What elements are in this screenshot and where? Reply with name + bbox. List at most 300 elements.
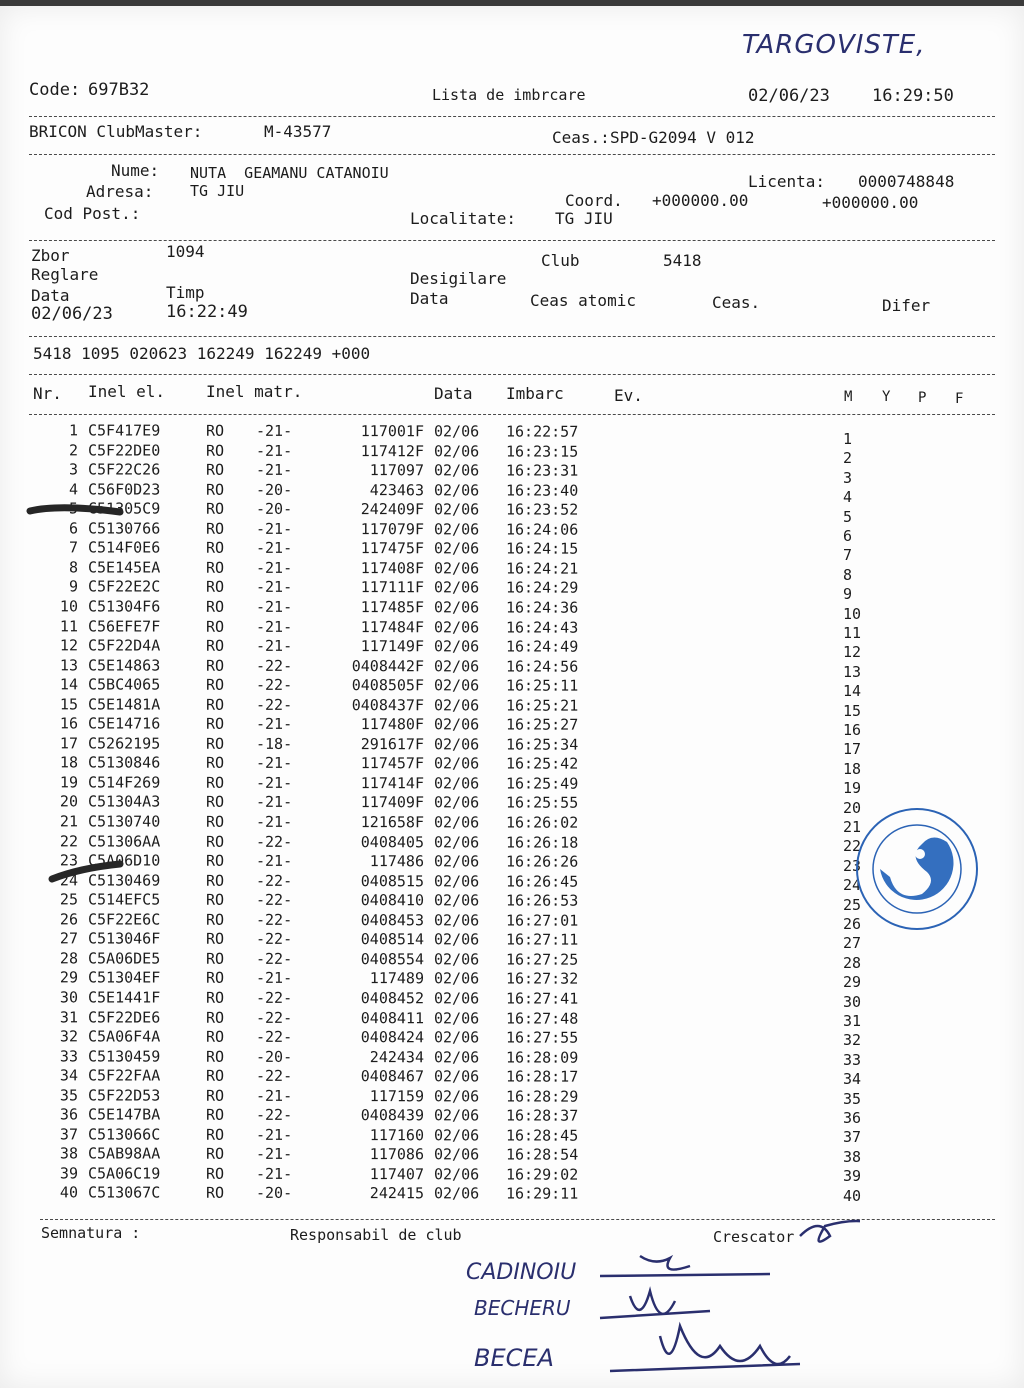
cell-m: 27 — [843, 934, 862, 953]
cell-yr: -22- — [255, 832, 293, 851]
cell-matr: 117408F — [360, 558, 425, 578]
cell-date: 02/06 — [433, 637, 480, 656]
signature — [610, 1326, 800, 1371]
cell-time: 16:25:11 — [505, 676, 579, 695]
cell-yr: -21- — [255, 421, 293, 440]
cell-date: 02/06 — [433, 852, 480, 871]
col-inel-matr: Inel matr. — [206, 382, 303, 401]
cell-el: C5130469 — [87, 871, 161, 890]
cell-cc: RO — [205, 519, 225, 538]
cell-date: 02/06 — [433, 1126, 480, 1145]
cell-m: 10 — [843, 604, 862, 623]
cell-nr: 25 — [59, 890, 79, 909]
cell-m: 22 — [843, 837, 862, 856]
cell-nr: 1 — [68, 421, 79, 440]
cell-nr: 40 — [59, 1183, 79, 1202]
cell-time: 16:25:27 — [505, 715, 579, 734]
cell-yr: -22- — [255, 675, 293, 695]
cell-nr: 18 — [59, 753, 79, 772]
cell-nr: 17 — [59, 734, 79, 753]
cell-date: 02/06 — [433, 1184, 480, 1203]
cell-date: 02/06 — [433, 813, 480, 832]
data2-label: Data — [410, 289, 449, 308]
cell-nr: 28 — [59, 949, 79, 968]
cell-time: 16:27:41 — [505, 989, 579, 1008]
cell-m: 19 — [843, 779, 862, 798]
cell-yr: -22- — [255, 1106, 293, 1125]
cell-cc: RO — [205, 812, 225, 831]
cell-el: C5E14716 — [87, 714, 161, 733]
cell-nr: 11 — [59, 616, 79, 635]
cell-el: C5E145EA — [87, 558, 161, 577]
semnatura-label: Semnatura : — [41, 1224, 141, 1242]
cell-matr: 117086 — [369, 1145, 425, 1164]
col-ev: Ev. — [614, 386, 643, 405]
cell-m: 18 — [843, 759, 862, 778]
cell-date: 02/06 — [433, 871, 480, 891]
cell-matr: 291617F — [360, 734, 425, 754]
cell-date: 02/06 — [433, 461, 480, 480]
cell-cc: RO — [205, 1105, 225, 1124]
cell-m: 34 — [843, 1070, 862, 1089]
cell-cc: RO — [205, 1066, 225, 1085]
cell-matr: 0408439 — [360, 1106, 425, 1125]
cell-el: C5F22DE0 — [87, 440, 161, 460]
cell-nr: 20 — [59, 792, 79, 811]
cell-nr: 6 — [68, 519, 79, 538]
cell-m: 37 — [843, 1128, 862, 1147]
cell-date: 02/06 — [433, 539, 480, 558]
cell-date: 02/06 — [433, 969, 480, 988]
cell-time: 16:23:15 — [505, 442, 579, 461]
cell-m: 13 — [843, 662, 862, 681]
club-label: Club — [541, 251, 580, 270]
desigilare-label: Desigilare — [410, 269, 507, 288]
cell-time: 16:24:36 — [505, 598, 579, 617]
cell-cc: RO — [205, 617, 225, 636]
cell-time: 16:25:49 — [505, 774, 579, 793]
cell-date: 02/06 — [433, 578, 480, 597]
cell-el: C513067C — [87, 1183, 161, 1203]
cell-m: 25 — [843, 895, 862, 914]
cell-el: C5A06DE5 — [87, 949, 161, 968]
cell-matr: 0408467 — [360, 1067, 425, 1086]
marker-strokes — [0, 6, 1024, 1388]
cell-time: 16:25:21 — [505, 696, 579, 715]
address-label: Adresa: — [86, 182, 154, 201]
code-label: Code: — [29, 80, 81, 100]
cell-matr: 0408515 — [360, 871, 425, 890]
cell-matr: 117489 — [369, 969, 425, 988]
cell-nr: 35 — [59, 1086, 79, 1105]
handwritten-name: CADINOIU — [466, 1260, 577, 1285]
cell-matr: 117485F — [360, 598, 425, 617]
marker-stroke — [30, 508, 120, 512]
cell-el: C51304EF — [87, 968, 161, 987]
cell-cc: RO — [205, 793, 225, 812]
cell-m: 40 — [843, 1186, 862, 1205]
cell-m: 7 — [843, 546, 853, 565]
cell-yr: -22- — [255, 930, 293, 949]
cell-matr: 117160 — [369, 1125, 425, 1145]
cell-nr: 33 — [59, 1046, 79, 1065]
signature — [600, 1256, 770, 1276]
cell-el: C5F22FAA — [87, 1066, 161, 1085]
cell-time: 16:26:45 — [505, 872, 579, 891]
cell-cc: RO — [205, 1125, 225, 1144]
cell-date: 02/06 — [433, 1008, 480, 1027]
cell-yr: -22- — [255, 1027, 293, 1046]
cell-yr: -21- — [255, 1086, 293, 1105]
cell-yr: -21- — [255, 460, 293, 480]
cell-date: 02/06 — [433, 989, 480, 1008]
ceas-label: Ceas. — [712, 293, 761, 312]
cell-matr: 242434 — [369, 1047, 425, 1066]
cell-matr: 0408452 — [360, 989, 425, 1008]
cell-time: 16:26:26 — [505, 852, 579, 871]
cell-el: C514F0E6 — [87, 538, 161, 557]
cell-el: C5F22D53 — [87, 1086, 161, 1105]
cell-date: 02/06 — [433, 598, 480, 617]
cell-date: 02/06 — [433, 500, 480, 519]
clock-value: SPD-G2094 V 012 — [610, 128, 755, 147]
cell-matr: 117457F — [360, 754, 425, 773]
cell-m: 1 — [843, 430, 853, 448]
cell-el: C51304A3 — [87, 792, 161, 812]
device-value: M-43577 — [264, 122, 332, 141]
cell-nr: 34 — [59, 1066, 79, 1085]
cell-el: C514F269 — [87, 773, 161, 792]
cell-matr: 117001F — [360, 422, 425, 441]
cell-el: C5130740 — [87, 812, 161, 831]
cell-yr: -21- — [255, 793, 293, 812]
cell-date: 02/06 — [433, 930, 480, 949]
cell-nr: 16 — [59, 714, 79, 733]
cell-cc: RO — [205, 871, 225, 890]
cell-m: 38 — [843, 1147, 862, 1166]
cell-date: 02/06 — [433, 617, 480, 636]
cell-m: 3 — [843, 468, 853, 487]
cell-m: 36 — [843, 1109, 862, 1127]
cell-el: C5F22E2C — [87, 577, 161, 596]
cell-yr: -21- — [255, 1145, 293, 1164]
zbor-value: 1094 — [166, 242, 205, 261]
cell-date: 02/06 — [433, 656, 480, 676]
cell-time: 16:28:17 — [505, 1067, 579, 1086]
handwritten-city: TARGOVISTE, — [742, 30, 926, 60]
cell-yr: -22- — [255, 949, 293, 968]
cell-date: 02/06 — [433, 1028, 480, 1047]
coord-label: Coord. — [565, 191, 623, 210]
cell-date: 02/06 — [433, 1145, 480, 1164]
data-label: Data — [31, 286, 70, 305]
cell-yr: -21- — [255, 812, 293, 831]
cell-date: 02/06 — [433, 520, 480, 539]
cell-nr: 8 — [68, 558, 79, 577]
cell-cc: RO — [205, 734, 225, 753]
crescator-label: Crescator — [713, 1228, 795, 1246]
cell-cc: RO — [205, 910, 225, 929]
cell-matr: 121658F — [360, 813, 425, 832]
cell-nr: 4 — [68, 479, 79, 499]
cell-matr: 0408424 — [360, 1028, 425, 1047]
cell-nr: 3 — [68, 460, 79, 479]
cell-yr: -18- — [255, 734, 293, 753]
cell-yr: -21- — [255, 519, 293, 538]
cell-el: C5262195 — [87, 734, 161, 753]
cell-m: 14 — [843, 682, 862, 701]
cell-cc: RO — [205, 597, 225, 616]
cell-nr: 30 — [59, 988, 79, 1007]
cell-el: C5E147BA — [87, 1105, 161, 1124]
owner-name: NUTA GEAMANU CATANOIU — [190, 164, 389, 182]
cell-yr: -21- — [255, 636, 293, 655]
cell-el: C5F22DE6 — [87, 1007, 161, 1027]
cell-yr: -21- — [255, 617, 293, 636]
cell-el: C56F0D23 — [87, 480, 161, 499]
signature — [600, 1291, 710, 1318]
cell-matr: 117159 — [369, 1086, 425, 1105]
document-title: Lista de imbrcare — [432, 86, 586, 104]
cell-date: 02/06 — [433, 754, 480, 773]
cell-m: 20 — [843, 798, 862, 817]
cell-m: 5 — [843, 507, 853, 526]
cell-time: 16:24:43 — [505, 617, 579, 637]
cell-cc: RO — [205, 460, 225, 479]
cell-matr: 0408514 — [360, 930, 425, 949]
license-value: 0000748848 — [858, 172, 955, 191]
cell-yr: -20- — [255, 480, 293, 499]
cell-matr: 0408405 — [360, 832, 425, 851]
cell-yr: -22- — [255, 871, 293, 890]
coord-y: +000000.00 — [822, 193, 919, 212]
cell-el: C5E1481A — [87, 695, 161, 714]
cell-nr: 2 — [68, 440, 79, 459]
cell-time: 16:29:11 — [505, 1184, 579, 1204]
marker-stroke — [52, 864, 120, 879]
cell-m: 29 — [843, 973, 862, 992]
cell-m: 15 — [843, 701, 862, 720]
cell-m: 31 — [843, 1012, 862, 1030]
cell-cc: RO — [205, 441, 225, 460]
cell-el: C5130459 — [87, 1046, 161, 1066]
cell-matr: 117407 — [369, 1165, 425, 1184]
cell-el: C56EFE7F — [87, 616, 161, 636]
cell-yr: -21- — [255, 558, 293, 577]
locality-value: TG JIU — [555, 209, 613, 228]
col-p: P — [918, 390, 927, 406]
cell-time: 16:24:49 — [505, 637, 579, 656]
cell-cc: RO — [205, 929, 225, 949]
cell-time: 16:25:42 — [505, 754, 579, 774]
cell-el: C5A06D10 — [87, 851, 161, 870]
cell-date: 02/06 — [433, 676, 480, 695]
postcode-label: Cod Post.: — [44, 204, 141, 223]
cell-date: 02/06 — [433, 735, 480, 754]
cell-el: C5F22D4A — [87, 636, 161, 655]
cell-time: 16:27:55 — [505, 1028, 579, 1047]
cell-time: 16:27:25 — [505, 950, 579, 969]
cell-cc: RO — [205, 675, 225, 694]
club-stamp-icon — [852, 802, 982, 936]
cell-matr: 0408453 — [360, 910, 425, 930]
clock-label: Ceas.: — [552, 128, 610, 147]
cell-date: 02/06 — [433, 480, 480, 500]
cell-nr: 14 — [59, 675, 79, 694]
cell-m: 4 — [843, 488, 853, 507]
col-nr: Nr. — [33, 384, 62, 403]
cell-date: 02/06 — [433, 793, 480, 812]
cell-el: C513046F — [87, 929, 161, 948]
cell-cc: RO — [205, 773, 225, 792]
cell-yr: -21- — [255, 441, 293, 460]
code-value: 697B32 — [88, 80, 150, 100]
cell-yr: -22- — [255, 910, 293, 929]
cell-date: 02/06 — [433, 422, 480, 441]
cell-matr: 117149F — [360, 637, 425, 656]
col-inel-el: Inel el. — [88, 382, 166, 401]
cell-m: 21 — [843, 818, 862, 836]
cell-date: 02/06 — [433, 832, 480, 851]
cell-m: 11 — [843, 624, 862, 642]
cell-yr: -22- — [255, 891, 293, 910]
cell-nr: 9 — [68, 577, 79, 596]
cell-yr: -21- — [255, 715, 293, 734]
cell-time: 16:24:29 — [505, 578, 579, 598]
cell-nr: 13 — [59, 655, 79, 674]
cell-time: 16:26:02 — [505, 813, 579, 832]
cell-time: 16:23:40 — [505, 481, 579, 500]
cell-yr: -22- — [255, 656, 293, 675]
cell-date: 02/06 — [433, 1165, 480, 1184]
cell-date: 02/06 — [433, 695, 480, 715]
cell-nr: 32 — [59, 1027, 79, 1046]
cell-nr: 15 — [59, 695, 79, 714]
cell-nr: 19 — [59, 773, 79, 792]
timp-label: Timp — [166, 283, 205, 302]
cell-time: 16:28:45 — [505, 1126, 579, 1145]
cell-time: 16:28:09 — [505, 1048, 579, 1067]
cell-yr: -21- — [255, 1164, 293, 1183]
cell-cc: RO — [205, 538, 225, 558]
cell-yr: -21- — [255, 754, 293, 773]
cell-m: 16 — [843, 721, 862, 739]
reglare-time: 16:22:49 — [166, 302, 248, 322]
cell-el: C5AB98AA — [87, 1144, 161, 1163]
cell-nr: 10 — [59, 597, 79, 616]
cell-yr: -21- — [255, 773, 293, 792]
cell-nr: 39 — [59, 1164, 79, 1183]
cell-time: 16:27:11 — [505, 930, 579, 949]
cell-date: 02/06 — [433, 774, 480, 793]
cell-yr: -22- — [255, 695, 293, 714]
cell-nr: 36 — [59, 1105, 79, 1124]
summary-line: 5418 1095 020623 162249 162249 +000 — [33, 344, 371, 363]
cell-nr: 21 — [59, 812, 79, 831]
cell-nr: 22 — [59, 831, 79, 850]
cell-cc: RO — [205, 480, 225, 499]
cell-cc: RO — [205, 1086, 225, 1105]
handwritten-name: BECHERU — [474, 1296, 571, 1320]
cell-matr: 117111F — [360, 578, 425, 597]
cell-el: C514EFC5 — [87, 890, 161, 909]
responsabil-label: Responsabil de club — [290, 1226, 462, 1244]
cell-matr: 117414F — [360, 773, 425, 793]
cell-time: 16:24:06 — [505, 520, 579, 539]
zbor-label: Zbor — [31, 246, 70, 265]
cell-nr: 37 — [59, 1125, 79, 1144]
cell-nr: 7 — [68, 538, 79, 557]
cell-cc: RO — [205, 421, 225, 440]
cell-el: C5130766 — [87, 519, 161, 538]
coord-x: +000000.00 — [652, 191, 749, 210]
cell-yr: -21- — [255, 597, 293, 616]
reglare-date: 02/06/23 — [31, 304, 113, 324]
cell-m: 6 — [843, 527, 853, 545]
cell-cc: RO — [205, 851, 225, 870]
cell-m: 26 — [843, 915, 862, 933]
cell-time: 16:27:01 — [505, 911, 579, 930]
cell-time: 16:24:15 — [505, 539, 579, 558]
cell-date: 02/06 — [433, 891, 480, 910]
cell-matr: 117475F — [360, 539, 425, 558]
cell-el: C513066C — [87, 1125, 161, 1144]
cell-cc: RO — [205, 558, 225, 577]
cell-m: 2 — [843, 449, 853, 468]
print-date: 02/06/23 — [748, 86, 830, 106]
cell-el: C5F417E9 — [87, 421, 161, 440]
cell-date: 02/06 — [433, 1106, 480, 1125]
cell-yr: -20- — [255, 1184, 293, 1203]
cell-yr: -21- — [255, 578, 293, 597]
cell-date: 02/06 — [433, 559, 480, 578]
cell-time: 16:25:55 — [505, 793, 579, 813]
cell-cc: RO — [205, 499, 225, 518]
cell-date: 02/06 — [433, 950, 480, 969]
cell-el: C5130846 — [87, 753, 161, 772]
cell-el: C5F22C26 — [87, 460, 161, 479]
cell-time: 16:22:57 — [505, 422, 579, 441]
cell-time: 16:27:48 — [505, 1008, 579, 1028]
cell-matr: 0408411 — [360, 1008, 425, 1027]
cell-matr: 117484F — [360, 617, 425, 636]
col-data: Data — [434, 384, 473, 403]
cell-yr: -20- — [255, 1047, 293, 1066]
cell-cc: RO — [205, 1008, 225, 1027]
cell-matr: 242409F — [360, 500, 425, 519]
cell-date: 02/06 — [433, 1086, 480, 1106]
cell-cc: RO — [205, 1164, 225, 1183]
cell-matr: 117097 — [369, 461, 425, 480]
reglare-label: Reglare — [31, 265, 99, 284]
cell-m: 23 — [843, 856, 862, 875]
cell-cc: RO — [205, 988, 225, 1007]
cell-date: 02/06 — [433, 1047, 480, 1067]
cell-el: C5A06F4A — [87, 1027, 161, 1046]
cell-yr: -21- — [255, 969, 293, 988]
cell-time: 16:28:37 — [505, 1106, 579, 1125]
cell-nr: 29 — [59, 968, 79, 987]
cell-time: 16:24:21 — [505, 559, 579, 578]
cell-nr: 24 — [59, 870, 79, 890]
cell-time: 16:24:56 — [505, 657, 579, 676]
col-m: M — [844, 389, 853, 405]
cell-matr: 0408505F — [351, 676, 425, 695]
cell-nr: 27 — [59, 929, 79, 948]
club-value: 5418 — [663, 251, 702, 270]
cell-yr: -21- — [255, 851, 293, 871]
cell-cc: RO — [205, 1027, 225, 1046]
